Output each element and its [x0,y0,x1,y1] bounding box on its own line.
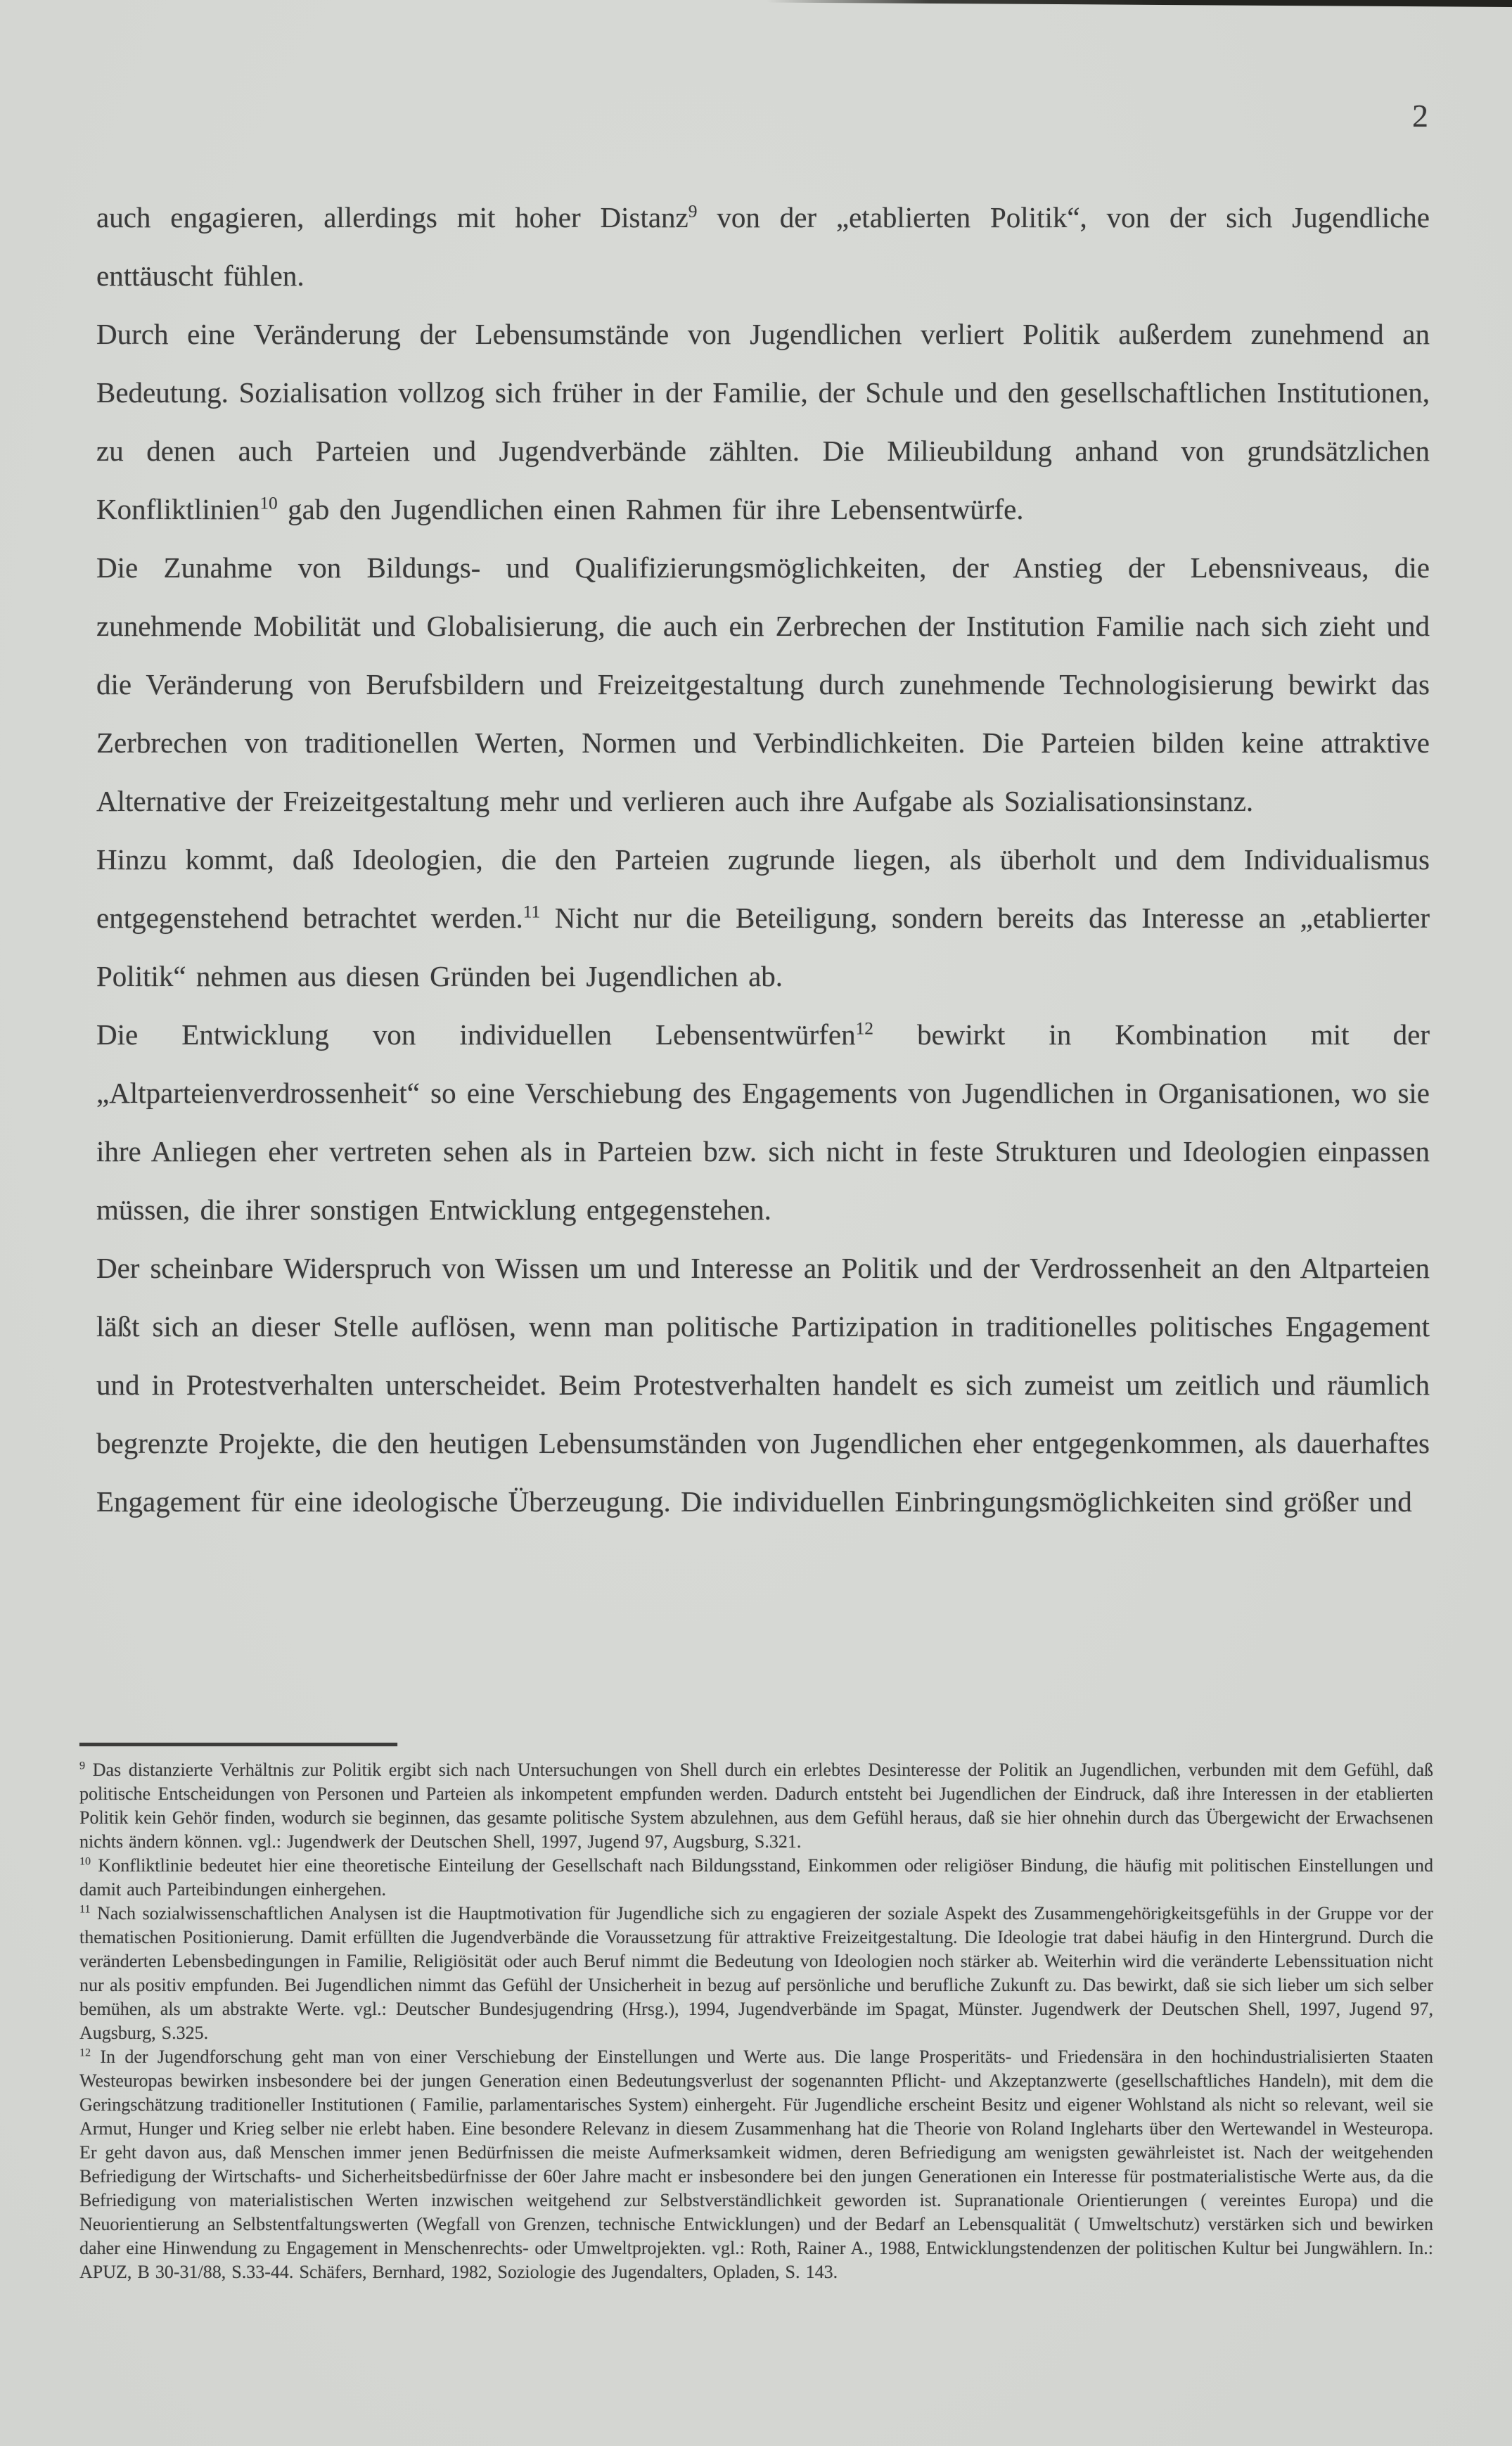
page-number: 2 [1412,98,1429,134]
footnote-marker: 11 [79,1903,91,1916]
footnote: $^9$ Das distanzierte Verhältnis zur Politik ergibt sich nach Untersuchungen von Shell durch ein erlebtes Desinteresse der Politik an Jugendlichen, verbunden mit dem Gefühl, daß politische Entscheidungen von Personen und Parteien als inkompetent empfunden werden. Dadurch entsteht bei Jugendlichen der Eindruck, daß ihre Interessen in der etablierten Politik kein Gehör finden, wodurch sie beginnen, das gesamte politische System abzulehnen, aus dem Gefühl heraus, daß sie hier ohnehin durch das Übergewicht der Erwachsenen nichts ändern können. vgl.: Jugendwerk der Deutschen Shell, 1997, Jugend 97, Augsburg, S.321. [79,1760,1433,1852]
footnote: $^{12}$ In der Jugendforschung geht man von einer Verschiebung der Einstellungen und Werte aus. Die lange Prosperitäts- und Friedensära in den hochindustrialisierten Staaten Westeuropas bewirken insbesondere bei der jungen Generation einen Bedeutungsverlust der sogenannten Pflicht- und Akzeptanzwerte (gesellschaftliches Handeln), mit dem die Geringschätzung traditioneller Institutionen ( Familie, parlamentarisches System) einhergeht. Für Jugendliche erscheint Besitz und eigener Wohlstand als nicht so relevant, weil sie Armut, Hunger und Krieg selber nie erlebt haben. Eine besondere Relevanz in diesem Zusammenhang hat die Theorie von Roland Ingleharts über den Wertewandel in Westeuropa. Er geht davon aus, daß Menschen immer jenen Bedürfnissen die meiste Aufmerksamkeit widmen, deren Befriedigung am wenigsten gewährleistet ist. Nach der weitgehenden Befriedigung der Wirtschafts- und Sicherheitsbedürfnisse der 60er Jahre macht er insbesondere bei den jungen Generationen ein Interesse für postmaterialistische Werte aus, da die Befriedigung von materialistischen Werten inzwischen weitgehend zur Selbstverständlichkeit geworden ist. Supranationale Orientierungen ( vereintes Europa) und die Neuorientierung an Selbstentfaltungswerten (Wegfall von Grenzen, technische Entwicklungen) und der Bedarf an Lebensqualität ( Umweltschutz) verstärken sich und bewirken daher eine Hinwendung zu Engagement in Menschenrechts- oder Umweltprojekten. vgl.: Roth, Rainer A., 1988, Entwicklungstendenzen der politischen Kultur bei Jungwählern. In.: APUZ, B 30-31/88, S.33-44. Schäfers, Bernhard, 1982, Soziologie des Jugendalters, Opladen, S. 143. [79,2047,1433,2282]
footnote: $^{10}$ Konfliktlinie bedeutet hier eine theoretische Einteilung der Gesellschaft nach Bildungsstand, Einkommen oder religiöser Bindung, die häufig mit politischen Einstellungen und damit auch Parteibindungen einhergehen. [79,1855,1433,1900]
body-paragraph: Die Zunahme von Bildungs- und Qualifizierungsmöglichkeiten, der Anstieg der Lebensniveaus, die zunehmende Mobilität und Globalisierung, die auch ein Zerbrechen der Institution Familie nach sich zieht und die Veränderung von Berufsbildern und Freizeitgestaltung durch zunehmende Technologisierung bewirkt das Zerbrechen von traditionellen Werten, Normen und Verbindlichkeiten. Die Parteien bilden keine attraktive Alternative der Freizeitgestaltung mehr und verlieren auch ihre Aufgabe als Sozialisationsinstanz. [96,551,1430,817]
body-paragraph: Hinzu kommt, daß Ideologien, die den Parteien zugrunde liegen, als überholt und dem Individualismus entgegenstehend betrachtet werden.$^{11}$ Nicht nur die Beteiligung, sondern bereits das Interesse an „etablierter Politik“ nehmen aus diesen Gründen bei Jugendlichen ab. [96,843,1430,992]
body-paragraph: Der scheinbare Widerspruch von Wissen um und Interesse an Politik und der Verdrossenheit an den Altparteien läßt sich an dieser Stelle auflösen, wenn man politische Partizipation in traditionelles politisches Engagement und in Protestverhalten unterscheidet. Beim Protestverhalten handelt es sich zumeist um zeitlich und räumlich begrenzte Projekte, die den heutigen Lebensumständen von Jugendlichen eher entgegenkommen, als dauerhaftes Engagement für eine ideologische Überzeugung. Die individuellen Einbringungsmöglichkeiten sind größer und [96,1252,1430,1518]
footnote-separator [79,1743,397,1746]
footnote-reference: 12 [855,1018,873,1039]
footnote: $^{11}$ Nach sozialwissenschaftlichen Analysen ist die Hauptmotivation für Jugendliche sich zu engagieren der soziale Aspekt des Zusammengehörigkeitsgefühls in der Gruppe vor der thematischen Positionierung. Damit erfüllten die Jugendverbände die Voraussetzung für attraktive Freizeitgestaltung. Die Ideologie trat dabei häufig in den Hintergrund. Durch die veränderten Lebensbedingungen in Familie, Religiösität oder auch Beruf nimmt die Bedeutung von Ideologien noch stärker ab. Weiterhin wird die veränderte Lebenssituation nicht nur als positiv empfunden. Bei Jugendlichen nimmt das Gefühl der Unsicherheit in bezug auf persönliche und berufliche Zukunft zu. Das bewirkt, daß sie sich lieber um sich selber bemühen, als um abstrakte Werte. vgl.: Deutscher Bundesjugendring (Hrsg.), 1994, Jugendverbände im Spagat, Münster. Jugendwerk der Deutschen Shell, 1997, Jugend 97, Augsburg, S.325. [79,1903,1433,2043]
footnote-reference: 11 [523,902,541,922]
footnote-reference: 10 [260,493,278,513]
body-paragraph: Durch eine Veränderung der Lebensumstände von Jugendlichen verliert Politik außerdem zunehmend an Bedeutung. Sozialisation vollzog sich früher in der Familie, der Schule und den gesellschaftlichen Institutionen, zu denen auch Parteien und Jugendverbände zählten. Die Milieubildung anhand von grundsätzlichen Konfliktlinien$^{10}$ gab den Jugendlichen einen Rahmen für ihre Lebensentwürfe. [96,318,1430,525]
body-paragraph: auch engagieren, allerdings mit hoher Distanz$^9$ von der „etablierten Politik“, von der sich Jugendliche enttäuscht fühlen. [96,201,1430,292]
body-text [96,188,1430,1531]
body-paragraph: Die Entwicklung von individuellen Lebensentwürfen$^{12}$ bewirkt in Kombination mit der „Altparteienverdrossenheit“ so eine Verschiebung des Engagements von Jugendlichen in Organisationen, wo sie ihre Anliegen eher vertreten sehen als in Parteien bzw. sich nicht in feste Strukturen und Ideologien einpassen müssen, die ihrer sonstigen Entwicklung entgegenstehen. [96,1018,1430,1226]
footnote-marker: 10 [79,1855,91,1868]
footnote-reference: 9 [688,201,698,222]
scan-edge-artifact [767,0,1512,7]
footnote-marker: 12 [79,2047,91,2059]
footnotes [79,1758,1433,2284]
footnote-marker: 9 [79,1760,86,1772]
